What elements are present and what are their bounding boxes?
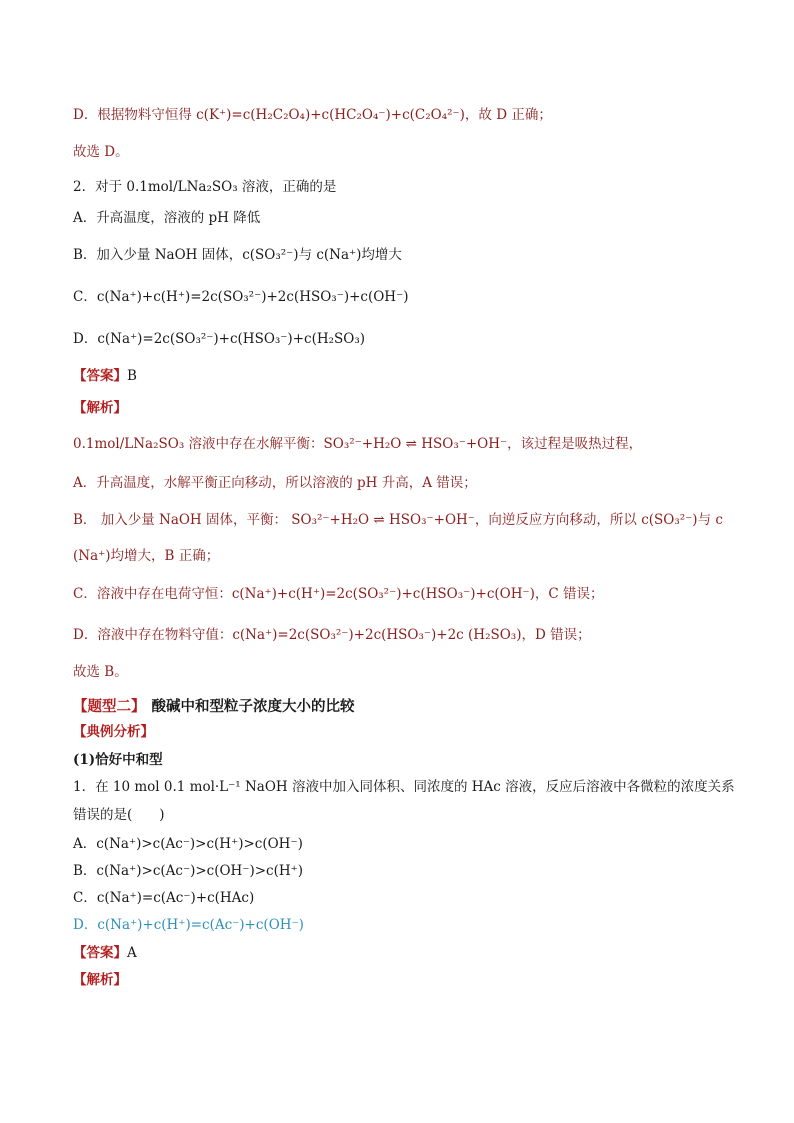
- analysis-c: C．溶液中存在电荷守恒：c(Na⁺)+c(H⁺)=2c(SO₃²⁻)+c(HSO₃⁻)+c(OH⁻)，C 错误；: [73, 586, 604, 602]
- question-1-option-c: C．c(Na⁺)=c(Ac⁻)+c(HAc): [73, 890, 255, 906]
- analysis-b: B． 加入少量 NaOH 固体，平衡： SO₃²⁻+H₂O ⇌ HSO₃⁻+OH⁻，向逆反应方向移动，所以 c(SO₃²⁻)与 c: [73, 512, 723, 528]
- answer-label: 【答案】: [73, 368, 127, 384]
- analysis-label-2: [73, 970, 127, 990]
- question-1-option-b: B．c(Na⁺)>c(Ac⁻)>c(OH⁻)>c(H⁺): [73, 863, 304, 879]
- analysis-intro: 0.1mol/LNa₂SO₃ 溶液中存在水解平衡：SO₃²⁻+H₂O ⇌ HSO₃⁻+OH⁻，该过程是吸热过程，: [73, 436, 643, 452]
- section-heading: [73, 697, 355, 717]
- answer-value: B: [127, 368, 137, 384]
- answer-row: [73, 366, 137, 386]
- question-2: 2．对于 0.1mol/LNa₂SO₃ 溶液，正确的是: [73, 179, 337, 195]
- example-label: 【典例分析】: [73, 724, 154, 740]
- question-2-option-b: B．加入少量 NaOH 固体，c(SO₃²⁻)与 c(Na⁺)均增大: [73, 247, 402, 263]
- section-type-label: 【题型二】: [73, 698, 146, 715]
- question-1-cont: 错误的是( ): [73, 807, 165, 823]
- answer-label-2: 【答案】: [73, 945, 127, 961]
- conclusion-line: 故选 D。: [73, 144, 129, 160]
- answer-value-2: A: [127, 945, 137, 961]
- analysis-b-cont: (Na⁺)均增大，B 正确；: [73, 548, 220, 564]
- analysis-a: A．升高温度，水解平衡正向移动，所以溶液的 pH 升高，A 错误；: [73, 475, 477, 491]
- analysis-conclusion: 故选 B。: [73, 664, 128, 680]
- question-1-option-a: A．c(Na⁺)>c(Ac⁻)>c(H⁺)>c(OH⁻): [73, 836, 303, 852]
- subsection-title: (1)恰好中和型: [73, 752, 163, 768]
- analysis-label-2-text: 【解析】: [73, 972, 127, 988]
- question-2-option-c: C．c(Na⁺)+c(H⁺)=2c(SO₃²⁻)+2c(HSO₃⁻)+c(OH⁻): [73, 289, 409, 305]
- answer-row-2: [73, 943, 137, 963]
- section-title: 酸碱中和型粒子浓度大小的比较: [151, 698, 355, 715]
- example-heading: [73, 722, 154, 742]
- option-d-analysis: D．根据物料守恒得 c(K⁺)=c(H₂C₂O₄)+c(HC₂O₄⁻)+c(C₂O₄²⁻)，故 D 正确；: [73, 107, 552, 123]
- question-1-option-d: D．c(Na⁺)+c(H⁺)=c(Ac⁻)+c(OH⁻): [73, 917, 304, 933]
- question-1: 1．在 10 mol 0.1 mol·L⁻¹ NaOH 溶液中加入同体积、同浓度的 HAc 溶液，反应后溶液中各微粒的浓度关系: [73, 779, 735, 795]
- analysis-label: [73, 398, 127, 418]
- analysis-label-text: 【解析】: [73, 400, 127, 416]
- question-2-option-a: A．升高温度，溶液的 pH 降低: [73, 210, 261, 226]
- analysis-d: D．溶液中存在物料守值：c(Na⁺)=2c(SO₃²⁻)+2c(HSO₃⁻)+2c (H₂SO₃)，D 错误；: [73, 627, 591, 643]
- question-2-option-d: D．c(Na⁺)=2c(SO₃²⁻)+c(HSO₃⁻)+c(H₂SO₃): [73, 331, 366, 347]
